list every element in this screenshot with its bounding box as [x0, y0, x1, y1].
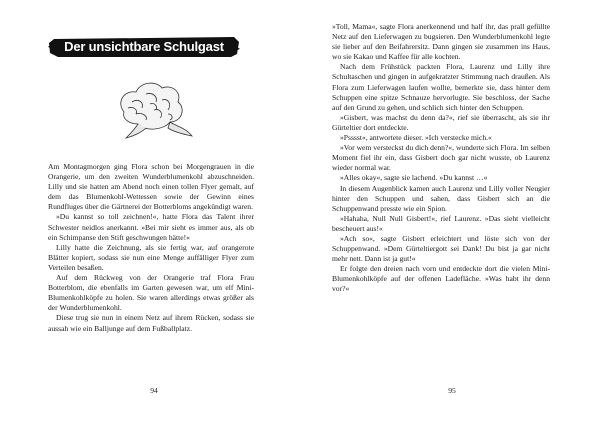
paragraph: Er folgte den dreien nach vorn und entdeckte dort die vielen Mini-Blumenkohlköpfe auf der offenen Ladefläche. »Was habt ihr denn vor?« — [332, 264, 550, 294]
paragraph: Auf dem Rückweg von der Orangerie traf Flora Frau Botterblom, die ebenfalls im Garten gewesen war, um elf Mini-Blumenkohlköpfe zu holen. Sie waren allerdings etwas größer als der Wunderblumenkohl. — [48, 273, 254, 313]
left-body-text — [48, 162, 254, 334]
paragraph: Nach dem Frühstück packten Flora, Laurenz und Lilly ihre Schultaschen und gingen in aufgekratzter Stimmung nach draußen. Als Flora zum Lieferwagen laufen wollte, bemerkte sie, dass hinter dem Schuppen eine spitze Schnauze hervorlugte. Sie beschloss, der Sache auf den Grund zu gehen, und schlich sich hinter den Schuppen. — [332, 62, 550, 112]
paragraph: »Toll, Mama«, sagte Flora anerkennend und half ihr, das prall gefüllte Netz auf den Lieferwagen zu bugsieren. Den Wunderblumenkohl legte sie lieber auf den Beifahrersitz. Dann gingen sie zusammen ins Haus, wo sie Kakao und Kaffee für alle kochten. — [332, 22, 550, 62]
page-number-left: 94 — [150, 386, 158, 395]
paragraph: »Vor wem versteckst du dich denn?«, wunderte sich Flora. Im selben Moment fiel ihr ein, dass Gisbert doch gar nicht wusste, ob Laurenz wieder normal war. — [332, 143, 550, 173]
paragraph: »Hahaha, Null Null Gisbert!«, rief Laurenz. »Das sieht vielleicht bescheuert aus!« — [332, 213, 550, 233]
paragraph: »Ach so«, sagte Gisbert erleichtert und löste sich von der Schuppenwand. »Dem Gürteltiergott sei Dank! Du bist ja gar nicht mehr nett. Dann ist ja gut!« — [332, 233, 550, 264]
chapter-title-banner — [48, 36, 240, 58]
paragraph: »Gisbert, was machst du denn da?«, rief sie überrascht, als sie ihr Gürteltier dort entdeckte. — [332, 112, 550, 132]
paragraph: Am Montagmorgen ging Flora schon bei Morgengrauen in die Orangerie, um den zweiten Wunderblumenkohl abzuschneiden. Lilly und sie hatten am Abend noch einen tollen Flyer gemalt, auf dem das Blumenkohl-Wettessen sowie der Gewinn eines Rundfluges über die Gärtnerei der Botterbloms angekündigt waren. — [48, 162, 254, 212]
paragraph: »Psssst«, antwortete dieser. »Ich verstecke mich.« — [340, 133, 492, 143]
paragraph: Lilly hatte die Zeichnung, als sie fertig war, auf orangerote Blätter kopiert, sodass sie nun eine Menge auffälliger Flyer zum Verteilen besaßen. — [48, 242, 254, 272]
chapter-title: Der unsichtbare Schulgast — [64, 39, 224, 54]
paragraph: Diese trug sie nun in einem Netz auf ihrem Rücken, sodass sie aussah wie ein Balljunge auf dem Fußballplatz. — [48, 313, 254, 333]
cauliflower-icon — [110, 78, 196, 140]
paragraph: »Alles okay«, sagte sie lachend. »Du kannst …« — [340, 173, 488, 183]
page-number-right: 95 — [448, 386, 456, 395]
paragraph: »Du kannst so toll zeichnen!«, hatte Flora das Talent ihrer Schwester neidlos anerkannt. »Bei mir sieht es immer aus, als ob ein Schimpanse den Stift geschwungen hätte!« — [48, 212, 254, 242]
paragraph: In diesem Augenblick kamen auch Laurenz und Lilly voller Neugier hinter den Schuppen und sahen, dass Gisbert sich an die Schuppenwand presste wie ein Spion. — [332, 183, 550, 213]
right-body-text — [332, 22, 550, 295]
